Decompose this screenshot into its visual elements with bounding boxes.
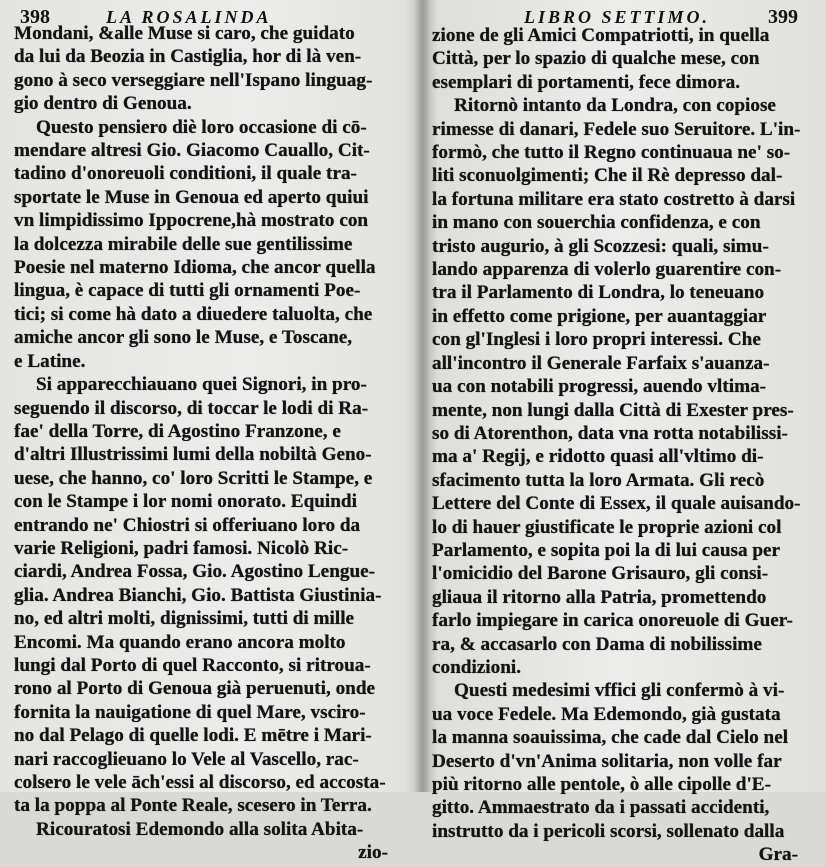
text-line: mente, non lungi dalla Città di Exester pres-	[432, 399, 794, 421]
text-line: nari raccoglieuano lo Vele al Vascello, rac-	[14, 748, 359, 770]
right-page-header	[432, 6, 816, 32]
catchword: zio-	[358, 842, 388, 864]
text-line: con le Stampe i lor nomi onorato. Equindi	[14, 491, 357, 513]
text-line: condizioni.	[432, 656, 522, 678]
text-line: liti sconuolgimenti; Che il Rè depresso dal-	[432, 165, 783, 187]
text-line: entrando ne' Chiostri si offeriuano loro da	[14, 514, 361, 536]
left-running-head: LA ROSALINDA	[106, 7, 272, 27]
text-line: più ritorno alle pentole, ò alle cipolle d'E-	[432, 774, 771, 795]
text-line: Città, per lo spazio di qualche mese, con	[432, 48, 760, 70]
text-line: ua con notabili progressi, auendo vltima-	[432, 376, 767, 398]
text-line: tadino d'onoreuoli conditioni, il quale tra-	[14, 163, 357, 185]
text-line: glia. Andrea Bianchi, Gio. Battista Giustinia-	[14, 584, 382, 606]
book-gutter	[414, 0, 430, 792]
text-line: formò, che tutto il Regno continuaua ne' so-	[432, 142, 791, 164]
text-line: rimesse di danari, Fedele suo Seruitore. L'in-	[432, 118, 801, 140]
text-line: d'altri Illustrissimi lumi della nobiltà Geno-	[14, 444, 372, 466]
left-page-number: 398	[20, 6, 50, 28]
text-line: esemplari di portamenti, fece dimora.	[432, 71, 740, 93]
left-page	[14, 0, 406, 864]
text-line: farlo impiegare in carica onoreuole di Guer-	[432, 610, 793, 632]
text-line: zione de gli Amici Compatriotti, in quella	[432, 25, 770, 46]
text-line: Parlamento, e sopita poi la di lui causa per	[432, 539, 781, 561]
text-line: gio dentro di Genoua.	[14, 93, 192, 115]
text-line: sportate le Muse in Genoua ed aperto quiui	[14, 186, 369, 208]
text-line: vn limpidissimo Ippocrene,hà mostrato con	[14, 210, 369, 232]
left-page-header	[14, 6, 406, 32]
text-line: la fortuna militare era stato costretto à darsi	[432, 188, 796, 210]
text-line: ua voce Fedele. Ma Edemondo, già gustata	[432, 703, 781, 725]
text-line: varie Religioni, padri famosi. Nicolò Ric-	[14, 537, 349, 559]
text-line: in mano con souerchia confidenza, e con	[432, 212, 761, 234]
text-line: l'omicidio del Barone Grisauro, gli consi-	[432, 563, 769, 585]
text-line: Encomi. Ma quando erano ancora molto	[14, 631, 346, 653]
text-line: Questi medesimi vffici gli confermò à vi-	[454, 680, 785, 702]
text-line: sfacimento tutta la loro Armata. Gli recò	[432, 469, 765, 491]
right-page-text	[432, 24, 816, 867]
text-line: lungi dal Porto di quel Racconto, si ritroua-	[14, 654, 371, 676]
text-line: Si apparecchiauano quei Signori, in pro-	[36, 374, 367, 396]
right-running-head: LIBRO SETTIMO.	[524, 7, 711, 27]
text-line: rono al Porto di Genoua già peruenuti, onde	[14, 678, 376, 700]
text-line: lingua, è capace di tutti gli ornamenti Poe-	[14, 280, 361, 302]
text-line: so di Atorenthon, data vna rotta notabilissi-	[432, 422, 788, 444]
text-line: Ricouratosi Edemondo alla solita Abita-	[36, 818, 364, 840]
text-line: uese, che hanno, co' loro Scritti le Stampe, e	[14, 467, 373, 489]
text-line: mendare altresi Gio. Giacomo Cauallo, Cit-	[14, 140, 370, 162]
text-line: Questo pensiero diè loro occasione di cō-	[36, 116, 367, 138]
text-line: ra, & accasarlo con Dama di nobilissime	[432, 633, 762, 655]
text-line: ma a' Regij, e ridotto quasi all'vltimo di-	[432, 446, 764, 468]
text-line: tra il Parlamento di Londra, lo teneuano	[432, 282, 765, 304]
text-line: Ritornò intanto da Londra, con copiose	[454, 95, 776, 117]
text-line: tici; si come hà dato a diuedere taluolta, che	[14, 303, 373, 325]
text-line: Lettere del Conte di Essex, il quale auisando-	[432, 493, 801, 515]
text-line: in effetto come prigione, per auantaggiar	[432, 305, 767, 327]
text-line: gono à seco verseggiare nell'Ispano linguag-	[14, 69, 373, 91]
text-line: con gl'Inglesi i loro propri interessi. Che	[432, 329, 761, 351]
text-line: ta la poppa al Ponte Reale, scesero in Terra.	[14, 795, 372, 817]
text-line: Mondani, &alle Muse si caro, che guidato	[14, 23, 355, 44]
text-line: ciardi, Andrea Fossa, Gio. Agostino Lengue-	[14, 561, 376, 583]
text-line: Poesie nel materno Idioma, che ancor quella	[14, 257, 376, 279]
text-line: colsero le vele āch'essi al discorso, ed accosta-	[14, 772, 386, 793]
text-line: fornita la nauigatione di quel Mare, vsciro-	[14, 701, 366, 723]
text-line: lo di hauer giustificate le proprie azioni col	[432, 516, 782, 538]
text-line: da lui da Beozia in Castiglia, hor di là ven-	[14, 46, 362, 68]
text-line: tristo augurio, à gli Scozzesi: quali, simu-	[432, 235, 769, 257]
text-line: no dal Pelago di quelle lodi. E mētre i Mari-	[14, 725, 372, 747]
text-line: lando apparenza di volerlo guarentire con-	[432, 259, 782, 281]
text-line: seguendo il discorso, di toccar le lodi di Ra-	[14, 397, 369, 419]
text-line: la dolcezza mirabile delle sue gentilissime	[14, 233, 353, 255]
text-line: instrutto da i pericoli scorsi, sollenato dalla	[432, 820, 785, 842]
text-line: no, ed altri molti, dignissimi, tutti di mille	[14, 608, 355, 630]
left-page-text	[14, 22, 406, 865]
text-line: all'incontro il Generale Farfaix s'auanza-	[432, 352, 770, 374]
right-page	[432, 0, 816, 866]
text-line: gliaua il ritorno alla Patria, promettendo	[432, 586, 767, 608]
text-line: fae' della Torre, di Agostino Franzone, e	[14, 420, 341, 442]
text-line: e Latine.	[14, 350, 86, 372]
text-line: gitto. Ammaestrato da i passati accidenti,	[432, 797, 770, 819]
text-line: amiche ancor gli sono le Muse, e Toscane,	[14, 327, 353, 349]
text-line: Deserto d'vn'Anima solitaria, non volle far	[432, 750, 782, 772]
text-line: la manna soauissima, che cade dal Cielo nel	[432, 727, 789, 749]
right-page-number: 399	[768, 6, 798, 28]
catchword: Gra-	[758, 844, 798, 866]
